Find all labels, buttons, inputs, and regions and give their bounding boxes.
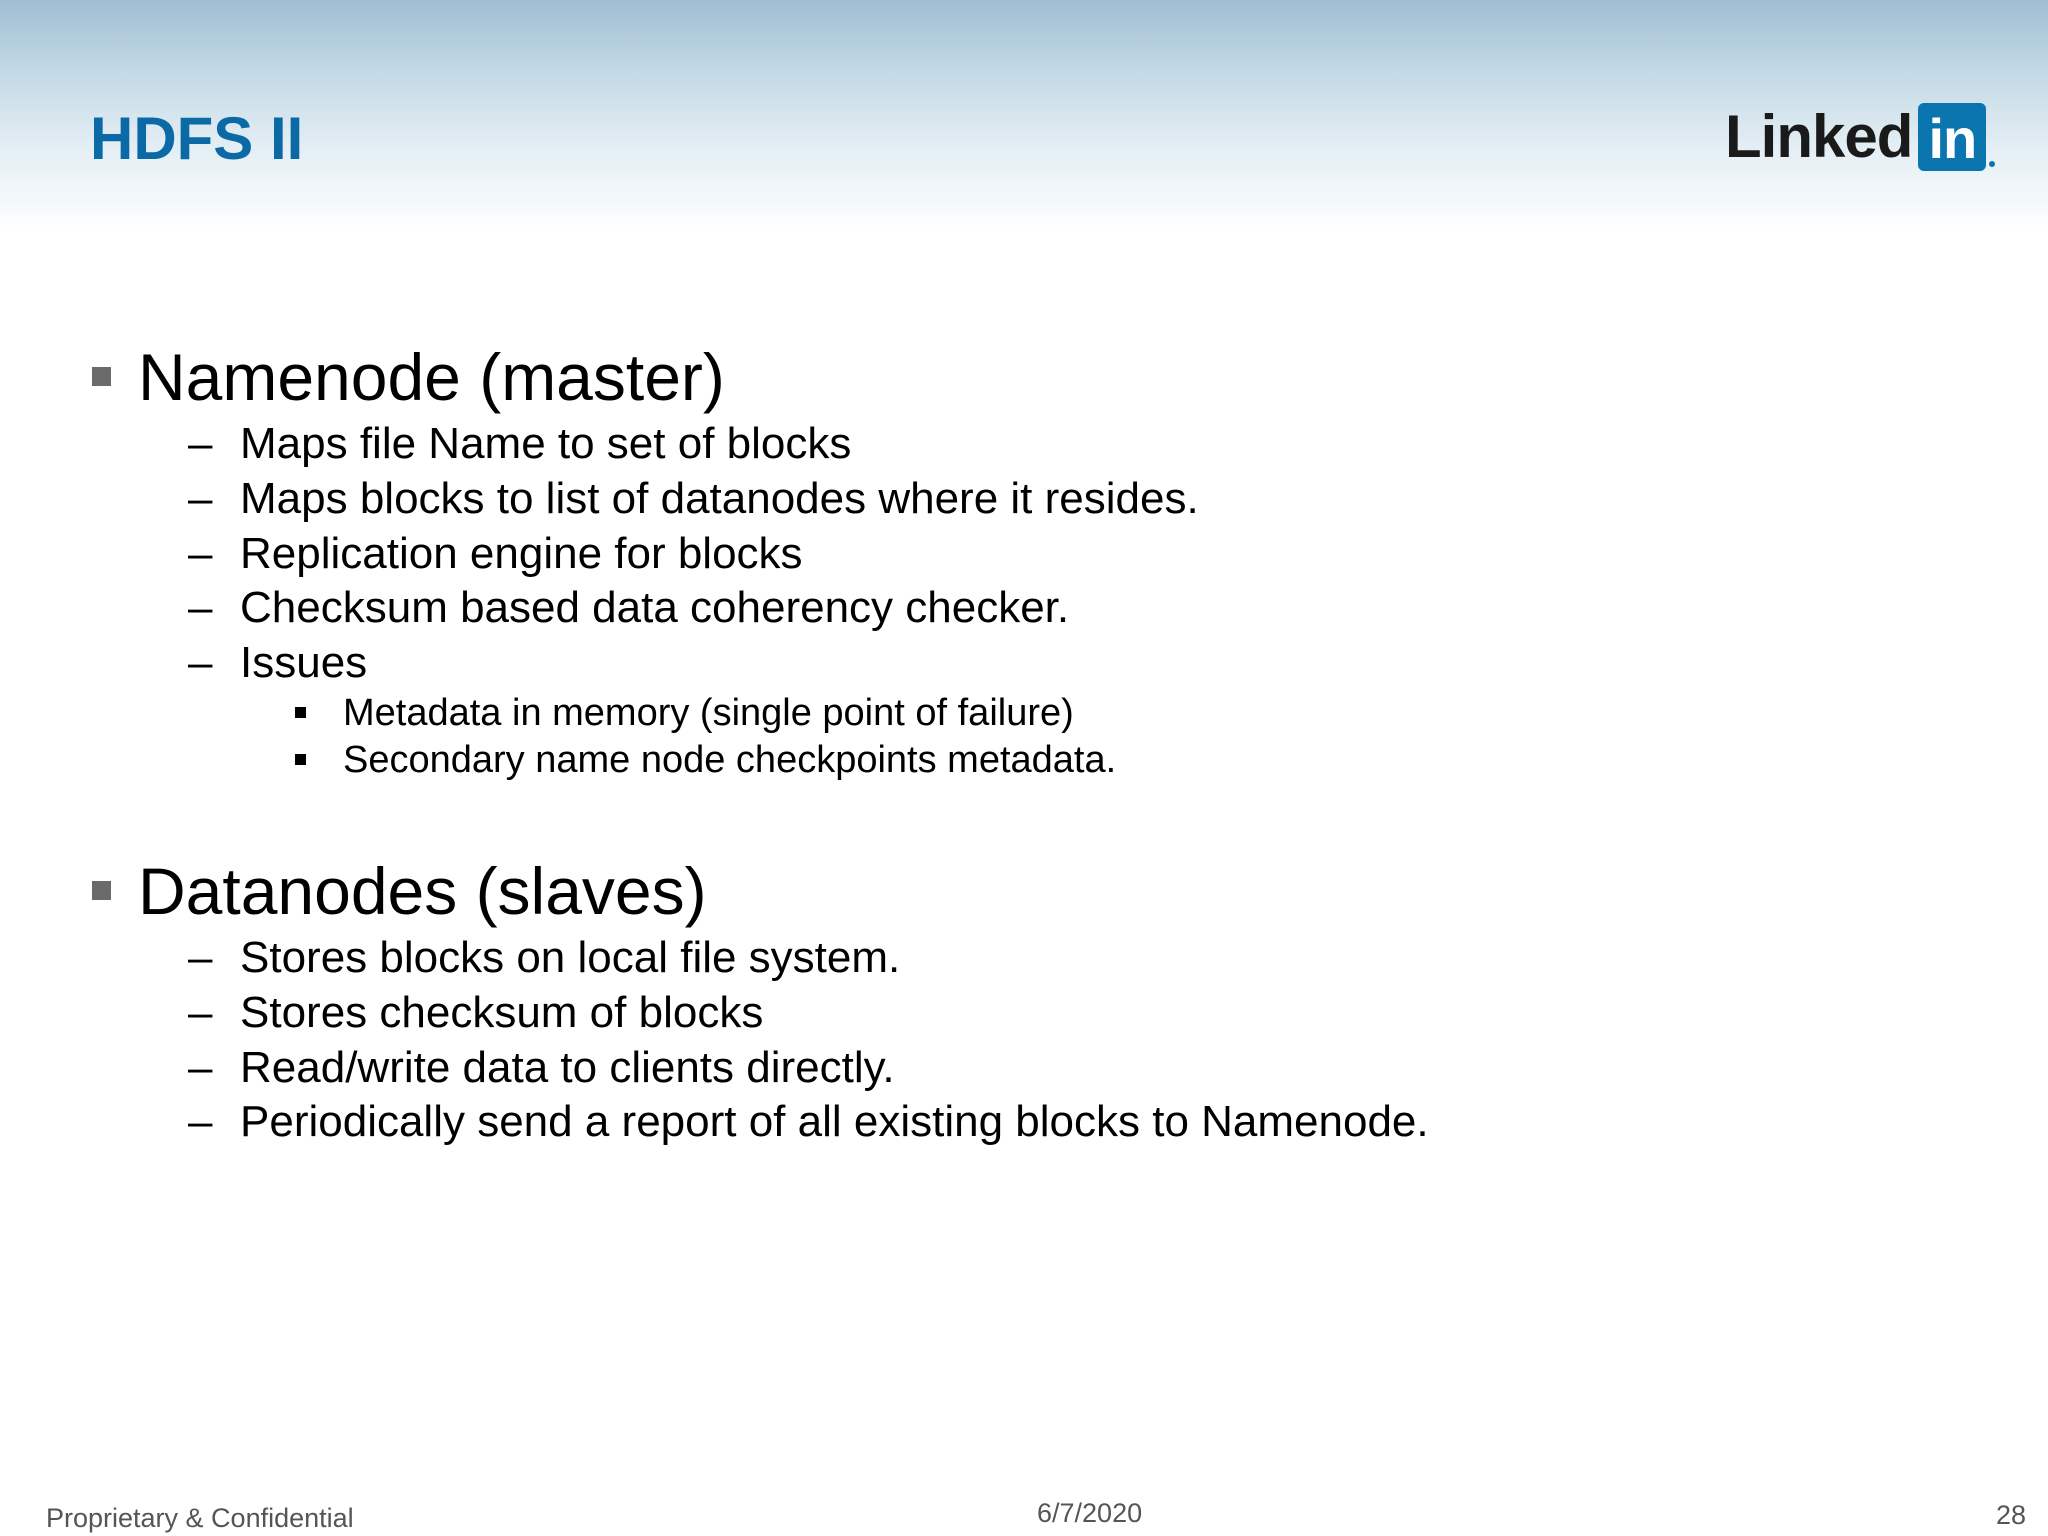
sub-list-item: Secondary name node checkpoints metadata. [343,739,1117,781]
dash-bullet-icon: – [188,419,213,468]
list-item: Periodically send a report of all existing blocks to Namenode. [240,1097,1429,1146]
footer-page-number: 28 [1995,1500,2026,1530]
footer-date: 6/7/2020 [1037,1498,1143,1528]
dash-bullet-icon: – [188,583,213,632]
section-heading-namenode: Namenode (master) [138,340,725,414]
logo-text: Linked [1725,103,1913,170]
dash-bullet-icon: – [188,529,213,578]
dash-bullet-icon: – [188,474,213,523]
list-item: Replication engine for blocks [240,529,803,578]
sub-list-item: Metadata in memory (single point of failure) [343,692,1074,734]
dash-bullet-icon: – [188,988,213,1037]
dash-bullet-icon: – [188,1097,213,1146]
list-item: Maps file Name to set of blocks [240,419,852,468]
square-bullet-icon [295,754,306,765]
square-bullet-icon [92,881,111,900]
logo-in-box: in [1918,103,1986,171]
list-item: Read/write data to clients directly. [240,1043,895,1092]
square-bullet-icon [295,707,306,718]
list-item: Stores blocks on local file system. [240,933,901,982]
section-heading-datanodes: Datanodes (slaves) [138,854,707,928]
square-bullet-icon [92,367,111,386]
dash-bullet-icon: – [188,638,213,687]
footer-confidential: Proprietary & Confidential [46,1503,354,1533]
list-item: Maps blocks to list of datanodes where it resides. [240,474,1199,523]
dash-bullet-icon: – [188,1043,213,1092]
list-item: Stores checksum of blocks [240,988,764,1037]
dash-bullet-icon: – [188,933,213,982]
slide-title: HDFS II [90,105,304,172]
list-item: Checksum based data coherency checker. [240,583,1070,632]
list-item: Issues [240,638,368,687]
